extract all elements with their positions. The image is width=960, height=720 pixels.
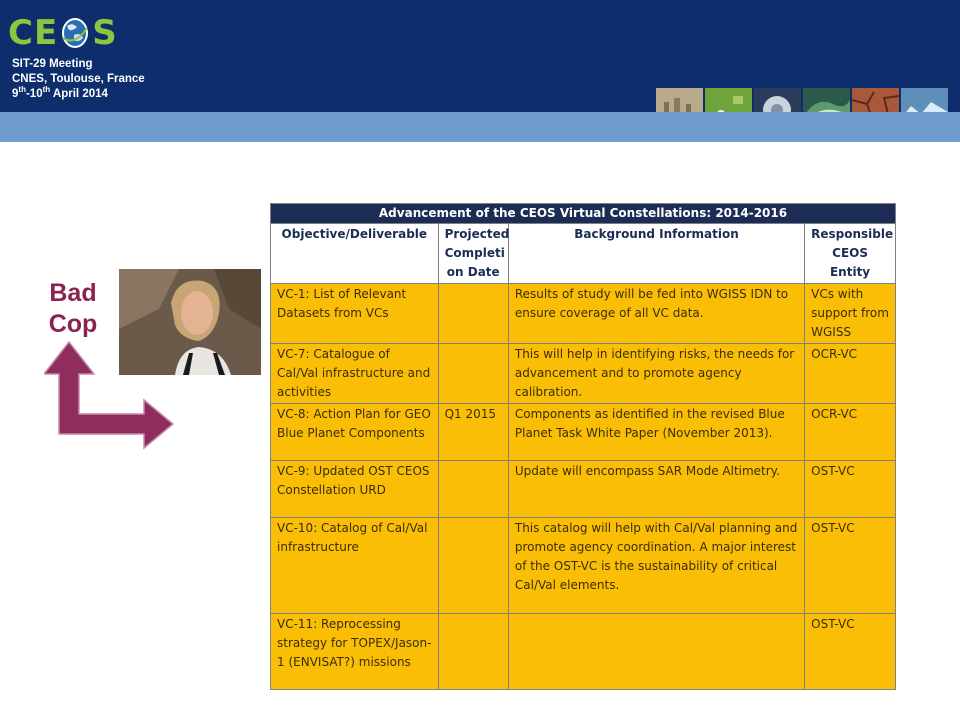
meeting-date: 9th-10th April 2014 — [12, 85, 108, 100]
table-title: Advancement of the CEOS Virtual Constellations: 2014-2016 — [271, 204, 896, 224]
meeting-title: SIT-29 Meeting — [12, 58, 93, 70]
cell-objective: VC-8: Action Plan for GEO Blue Planet Components — [271, 404, 439, 461]
cell-objective: VC-11: Reprocessing strategy for TOPEX/Jason-1 (ENVISAT?) missions — [271, 614, 439, 690]
cell-background: Results of study will be fed into WGISS IDN to ensure coverage of all VC data. — [508, 284, 804, 344]
cell-entity: OST-VC — [805, 614, 896, 690]
table-row — [271, 461, 896, 518]
cell-date — [438, 284, 508, 344]
header-objective: Objective/Deliverable — [271, 224, 439, 284]
cell-entity: VCs with support from WGISS — [805, 284, 896, 344]
cell-date — [438, 461, 508, 518]
globe-icon — [60, 16, 90, 50]
cell-background: Update will encompass SAR Mode Altimetry. — [508, 461, 804, 518]
table-row — [271, 518, 896, 614]
meeting-location: CNES, Toulouse, France — [12, 73, 145, 85]
cell-objective: VC-1: List of Relevant Datasets from VCs — [271, 284, 439, 344]
vc-advancement-table — [270, 203, 896, 690]
cell-entity: OCR-VC — [805, 404, 896, 461]
return-arrow-icon — [44, 340, 174, 452]
header-banner — [0, 0, 960, 112]
header-completion-date: Projected Completi on Date — [438, 224, 508, 284]
cell-objective: VC-10: Catalog of Cal/Val infrastructure — [271, 518, 439, 614]
table-row — [271, 614, 896, 690]
header-entity: Responsible CEOS Entity — [805, 224, 896, 284]
logo-text-left: CE — [8, 13, 59, 53]
meeting-info — [12, 57, 145, 102]
logo-text-right: S — [92, 13, 118, 53]
table-row — [271, 404, 896, 461]
bad-cop-line2: Cop — [48, 310, 98, 338]
cell-date: Q1 2015 — [438, 404, 508, 461]
bad-cop-label — [38, 278, 108, 340]
cell-objective: VC-9: Updated OST CEOS Constellation URD — [271, 461, 439, 518]
ceos-logo — [8, 12, 118, 54]
cell-objective: VC-7: Catalogue of Cal/Val infrastructure and activities — [271, 344, 439, 404]
header-background: Background Information — [508, 224, 804, 284]
cell-date — [438, 344, 508, 404]
table-body — [271, 224, 896, 690]
table-row — [271, 344, 896, 404]
table-header-row — [271, 224, 896, 284]
cell-date — [438, 518, 508, 614]
cell-entity: OST-VC — [805, 461, 896, 518]
cell-date — [438, 614, 508, 690]
cell-entity: OCR-VC — [805, 344, 896, 404]
header-strip — [0, 112, 960, 142]
table-row — [271, 284, 896, 344]
cell-background: Components as identified in the revised Blue Planet Task White Paper (November 2013). — [508, 404, 804, 461]
cell-background: This will help in identifying risks, the needs for advancement and to promote agency calibration. — [508, 344, 804, 404]
cell-background — [508, 614, 804, 690]
bad-cop-line1: Bad — [49, 279, 97, 307]
cell-entity: OST-VC — [805, 518, 896, 614]
cell-background: This catalog will help with Cal/Val planning and promote agency coordination. A major interest of the OST-VC is the sustainability of critical Cal/Val elements. — [508, 518, 804, 614]
